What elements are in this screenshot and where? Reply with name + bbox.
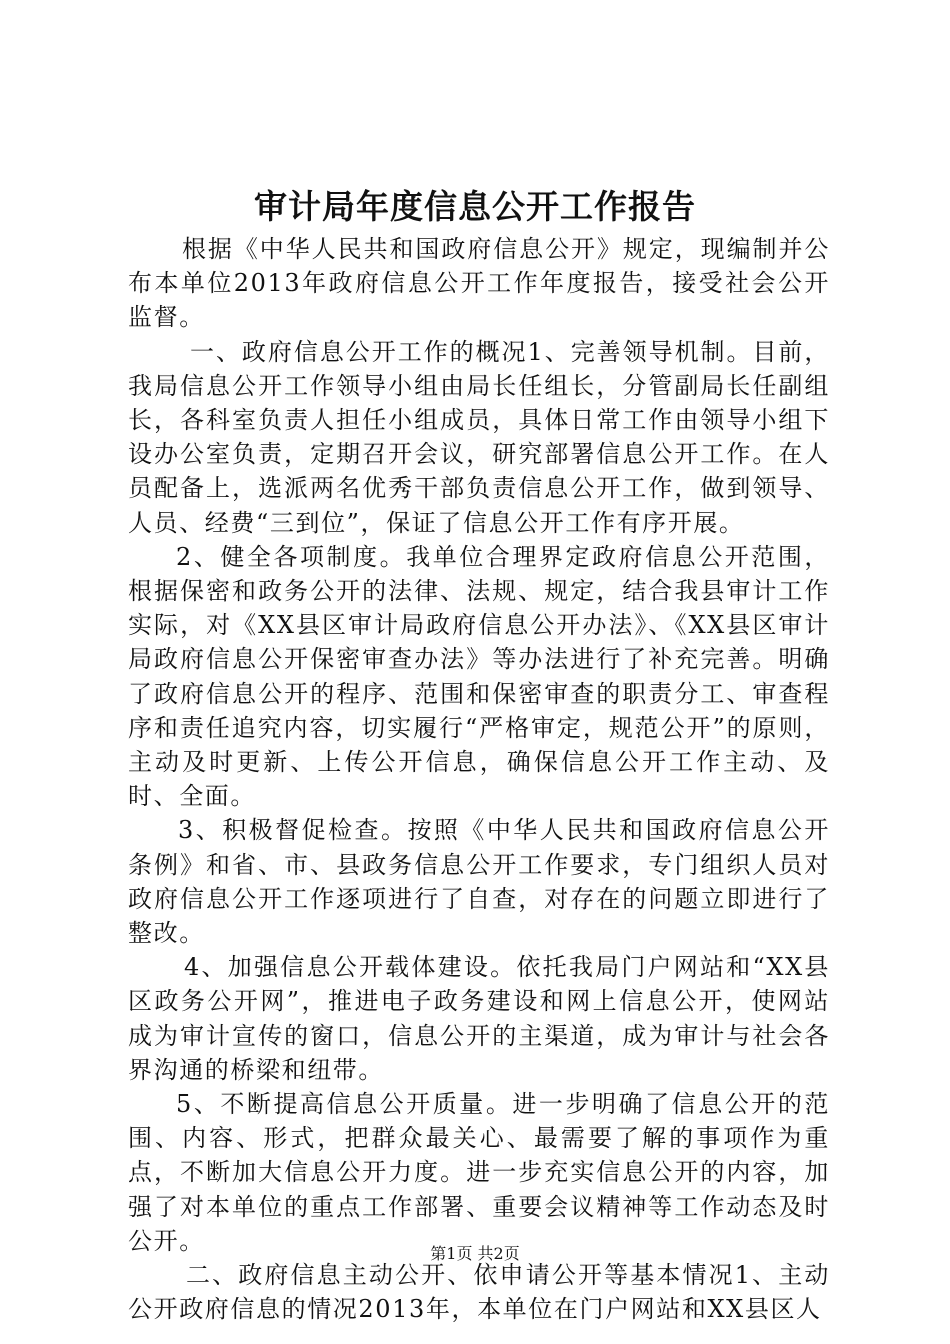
page-footer: 第1页 共2页	[430, 1244, 520, 1263]
document-title: 审计局年度信息公开工作报告	[254, 187, 696, 226]
paragraph-systems: 2、健全各项制度。我单位合理界定政府信息公开范围，根据保密和政务公开的法律、法规、规定，结合我县审计工作实际，对《XX县区审计局政府信息公开办法》、《XX县区审计局政府信息公开保密审查办法》等办法进行了补充完善。明确了政府信息公开的程序、范围和保密审查的职责分工、审查程序和责任追究内容，切实履行“严格审定，规范公开”的原则，主动及时更新、上传公开信息，确保信息公开工作主动、及时、全面。	[128, 542, 830, 811]
paragraph-basic-situation: 二、政府信息主动公开、依申请公开等基本情况1、主动公开政府信息的情况2013年，本单位在门户网站和XX县区人	[128, 1261, 830, 1324]
paragraph-quality: 5、不断提高信息公开质量。进一步明确了信息公开的范围、内容、形式，把群众最关心、最需要了解的事项作为重点，不断加大信息公开力度。进一步充实信息公开的内容，加强了对本单位的重点工作部署、重要会议精神等工作动态及时公开。	[128, 1090, 830, 1255]
paragraph-overview-leadership: 一、政府信息公开工作的概况1、完善领导机制。目前，我局信息公开工作领导小组由局长任组长，分管副局长任副组长，各科室负责人担任小组成员，具体日常工作由领导小组下设办公室负责，定期召开会议，研究部署信息公开工作。在人员配备上，选派两名优秀干部负责信息公开工作，做到领导、人员、经费“三到位”，保证了信息公开工作有序开展。	[128, 337, 830, 537]
paragraph-intro: 根据《中华人民共和国政府信息公开》规定，现编制并公布本单位2013年政府信息公开工作年度报告，接受社会公开监督。	[128, 235, 830, 332]
paragraph-carrier-construction: 4、加强信息公开载体建设。依托我局门户网站和“XX县区政务公开网”，推进电子政务建设和网上信息公开，使网站成为审计宣传的窗口，信息公开的主渠道，成为审计与社会各界沟通的桥梁和纽带。	[128, 953, 830, 1084]
document-body	[128, 232, 830, 1327]
paragraph-inspection: 3、积极督促检查。按照《中华人民共和国政府信息公开条例》和省、市、县政务信息公开工作要求，专门组织人员对政府信息公开工作逐项进行了自查，对存在的问题立即进行了整改。	[128, 816, 830, 948]
